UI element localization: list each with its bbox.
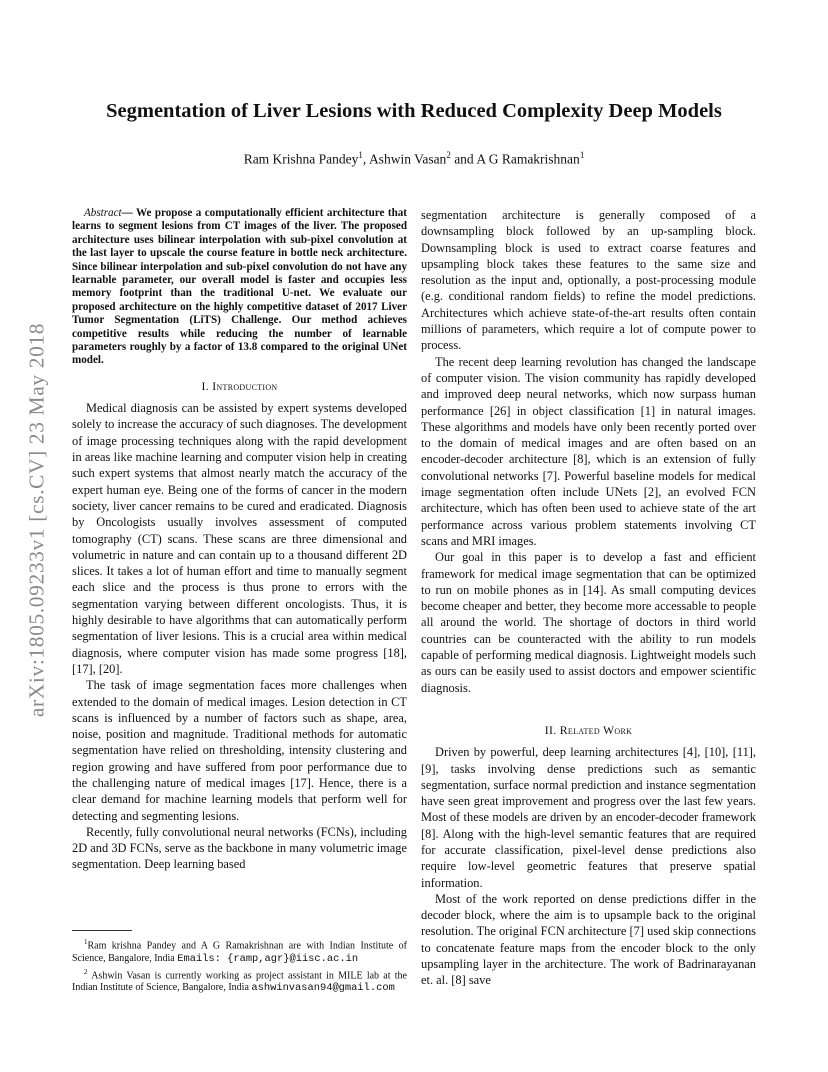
author-list [0,150,828,168]
paper-title: Segmentation of Liver Lesions with Reduced Complexity Deep Models [106,100,722,122]
footnote-mark: 2 [84,967,88,976]
footnote-mark: 1 [84,938,88,946]
paragraph: Most of the work reported on dense predictions differ in the decoder block, where the aim is to upsample back to the original resolution. The original FCN architecture [7] used skip connections to concatenate feature maps from the encoder block to the only upsampling layer in the architecture. The work of Badrinarayanan et. al. [8] save [421,891,756,988]
footnote-text: Ashwin Vasan is currently working as project assistant in MILE lab at the Indian Institute of Science, Bangalore, India [72,969,407,994]
author-separator: and [450,151,477,167]
abstract-dash: — [121,207,136,219]
paragraph: Medical diagnosis can be assisted by expert systems developed solely to increase the accuracy of such diagnoses. The development of image processing techniques along with the rapid development in areas like machine learning and computer vision help in creating such expert systems that almost nearly match the accuracy of the expert human eye. Being one of the forms of cancer in the modern society, liver cancer remains to be cured and eradicated. Diagnosis by Oncologists usually involves assessment of computed tomography (CT) scans. These scans are three dimensional and volumetric in nature and can contain up to a thousand different 2D slices. It takes a lot of human effort and time to manually segment each slice and the process is thus prone to errors with the segmentation varying between different oncologists. Thus, it is highly desirable to have algorithms that can automatically perform segmentation of liver lesions. This is a crucial area within medical diagnosis, where computer vision has made some progress [18], [17], [20]. [72,401,407,676]
section-title: Related Work [559,722,633,737]
author-name: Ram Krishna Pandey [243,151,359,167]
arxiv-identifier: arXiv:1805.09233v1 [cs.CV] 23 May 2018 [24,322,49,718]
author-affiliation-mark: 1 [579,150,585,160]
abstract-label: Abstract [84,207,122,219]
abstract-text: We propose a computationally efficient architecture that learns to segment lesions from CT images of the liver. The proposed architecture uses bilinear interpolation with sub-pixel convolution at the last layer to upscale the course feature in bottle neck architecture. Since bilinear interpolation and sub-pixel convolution do not have any learnable parameter, our overall model is faster and occupies less memory footprint than the traditional U-net. We evaluate our proposed architecture on the highly competitive dataset of 2017 Liver Tumor Segmentation (LiTS) Challenge. Our method achieves competitive results while reducing the number of learnable parameters roughly by a factor of 13.8 compared to the original UNet model. [72,207,407,367]
author-affiliation-mark: 2 [446,150,451,160]
paragraph: The task of image segmentation faces more challenges when extended to the domain of medical images. Lesion detection in CT scans is influenced by a number of factors such as shape, area, noise, position and magnitude. Traditional methods for automatic segmentation have relied on thresholding, intensity clustering and region growing and have suffered from poor performance due to the challenging nature of medical images [17]. Hence, there is a clear demand for machine learning models that perform well for detecting and segmenting lesions. [72,678,407,823]
section-heading-related-work [421,722,756,738]
left-column [72,207,407,873]
footnote-email: ashwinvasan94@gmail.com [251,982,395,995]
footnote [72,966,407,996]
right-column [421,207,756,989]
author-separator: , [362,151,369,167]
abstract [72,207,407,368]
author-name: A G Ramakrishnan [476,151,580,167]
paragraph: Recently, fully convolutional neural networks (FCNs), including 2D and 3D FCNs, serve as the backbone in many volumetric image segmentation. Deep learning based [72,824,407,872]
footnote [72,936,407,966]
paragraph: Our goal in this paper is to develop a fast and efficient framework for medical image segmentation that can be optimized to run on mobile phones as in [14]. As small computing devices become cheaper and better, they become more accessable to people all around the world. The shortage of doctors in third world countries can be counteracted with the ability to run models capable of performing medical diagnosis. Lightweight models such as ours can be easily used to assist doctors and empower scientific diagnosis. [421,550,756,695]
arxiv-identifier-stamp [14,280,60,760]
paragraph: The recent deep learning revolution has changed the landscape of computer vision. The vision community has rapidly developed and improved deep neural networks, which now surpass human performance [26] in object classification [1] in natural images. These algorithms and models have only been recently ported over to the domain of medical images and are often based on an encoder-decoder architecture [8], which is an extension of fully convolutional networks [7]. Powerful baseline models for medical image segmentation often include UNets [2], an evolved FCN architecture, which has often been used to achieve state of the art performance across various problem statements involving CT scans and MRI images. [421,354,756,548]
section-heading-introduction [72,378,407,394]
footnotes [72,936,407,995]
author-affiliation-mark: 1 [358,150,363,160]
footnote-email: Emails: {ramp,agr}@iisc.ac.in [177,952,359,965]
footnote-text: Ram krishna Pandey and A G Ramakrishnan are with Indian Institute of Science, Bangalore, India [72,940,407,964]
author-name: Ashwin Vasan [368,151,447,167]
section-title: Introduction [212,378,278,393]
footnote-rule [72,930,132,931]
section-number: I. [201,378,213,393]
section-number: II. [544,722,560,737]
paragraph: Driven by powerful, deep learning architectures [4], [10], [11], [9], tasks involving dense predictions such as semantic segmentation, surface normal prediction and instance segmentation have seen great improvement and progress over the last few years. Most of these models are driven by an encoder-decoder framework [8]. Along with the high-level semantic features that are required for accurate classification, pixel-level dense predictions also require low-level geometric features that preserve spatial information. [421,745,756,890]
paragraph-continued: segmentation architecture is generally composed of a downsampling block followed by an up-sampling block. Downsampling block is used to extract coarse features and upsampling block takes these features to the same size and resolution as the input and, optionally, a post-processing module (e.g. conditional random fields) to refine the model predictions. Architectures which achieve state-of-the-art results often contain millions of parameters, which require a lot of compute power to process. [421,208,756,353]
